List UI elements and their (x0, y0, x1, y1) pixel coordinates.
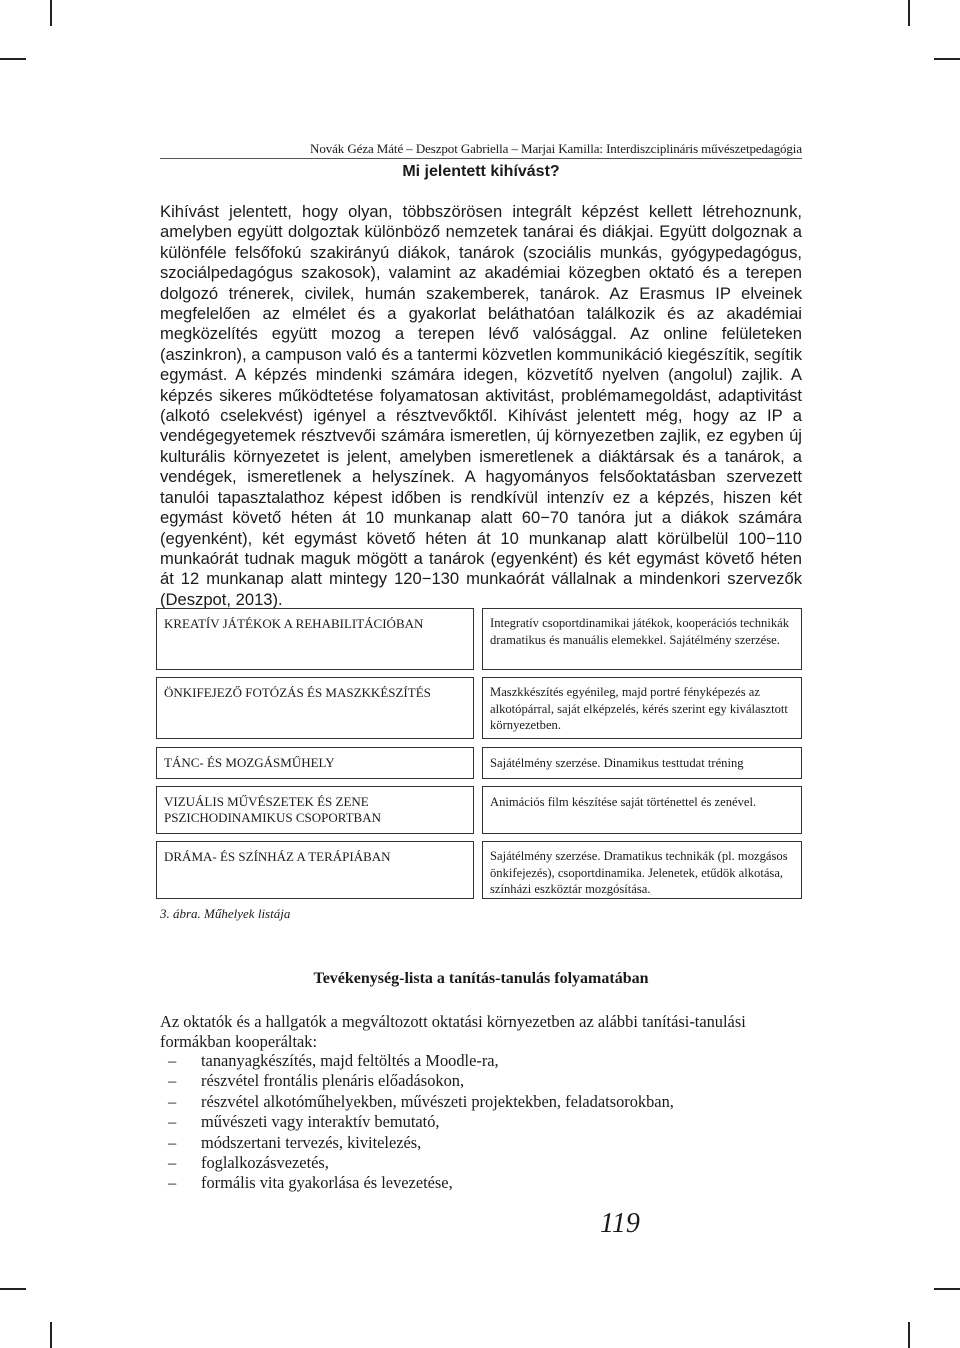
crop-mark (50, 0, 52, 26)
workshop-desc-box (482, 747, 802, 779)
list-item-text: módszertani tervezés, kivitelezés, (201, 1132, 422, 1152)
figure-caption: 3. ábra. Műhelyek listája (160, 906, 291, 921)
workshop-label-box (156, 786, 474, 834)
activities-list (160, 1051, 674, 1194)
header-rule (160, 158, 802, 159)
page-number: 119 (600, 1208, 640, 1239)
crop-mark (908, 1322, 910, 1348)
list-item (160, 1092, 674, 1112)
list-item (160, 1051, 674, 1071)
dash-marker: – (168, 1091, 177, 1111)
dash-marker: – (168, 1051, 177, 1070)
workshop-label-box (156, 841, 474, 899)
crop-mark (50, 1322, 52, 1348)
crop-mark (934, 1288, 960, 1290)
workshop-label: DRÁMA- ÉS SZÍNHÁZ A TERÁPIÁBAN (164, 849, 391, 864)
list-item (160, 1071, 674, 1091)
workshop-label-box (156, 608, 474, 670)
workshop-description: Sajátélmény szerzése. Dramatikus technikák (pl. mozgásos önkifejezés), csoportdinamika. Jelenetek, etűdök alkotása, színházi eszköztár mozgósítása. (490, 849, 788, 896)
activities-title: Tevékenység-lista a tanítás-tanulás folyamatában (313, 970, 649, 987)
workshop-description: Integratív csoportdinamikai játékok, kooperációs technikák dramatikus és manuális elemekkel. Sajátélmény szerzése. (490, 616, 790, 647)
list-item-text: részvétel frontális plenáris előadásokon, (201, 1071, 465, 1091)
workshop-label: ÖNKIFEJEZŐ FOTÓZÁS ÉS MASZKKÉSZÍTÉS (164, 685, 431, 700)
workshop-description: Sajátélmény szerzése. Dinamikus testtudat tréning (490, 756, 744, 770)
list-item-text: művészeti vagy interaktív bemutató, (201, 1112, 440, 1132)
dash-marker: – (168, 1132, 177, 1152)
running-head: Novák Géza Máté – Deszpot Gabriella – Marjai Kamilla: Interdiszciplináris művészetpedagógia (310, 141, 802, 156)
workshop-label-box (156, 747, 474, 779)
workshop-desc-box (482, 677, 802, 739)
dash-marker: – (168, 1173, 177, 1193)
workshop-desc-box (482, 786, 802, 834)
list-item-text: tananyagkészítés, majd feltöltés a Moodle-ra, (201, 1051, 499, 1070)
activities-intro: Az oktatók és a hallgatók a megváltozott oktatási környezetben az alábbi tanítási-tanulási formákban kooperáltak: (160, 1012, 746, 1052)
list-item-text: részvétel alkotóműhelyekben, művészeti projektekben, feladatsorokban, (201, 1091, 674, 1111)
list-item (160, 1173, 674, 1193)
section-title: Mi jelentett kihívást? (402, 163, 560, 180)
crop-mark (0, 1288, 26, 1290)
crop-mark (934, 58, 960, 60)
list-item-text: foglalkozásvezetés, (201, 1153, 329, 1173)
list-item (160, 1153, 674, 1173)
workshop-label: VIZUÁLIS MŰVÉSZETEK ÉS ZENE PSZICHODINAMIKUS CSOPORTBAN (164, 794, 382, 825)
workshop-label-box (156, 677, 474, 739)
body-paragraph: Kihívást jelentett, hogy olyan, többszörösen integrált képzést kellett létrehoznunk, amelyben együtt dolgoztak különböző nemzetek tanárai és diákjai. Együtt dolgoznak a különféle felsőfokú szakirányú diákok, tanárok (szociális munkás, gyógypedagógus, szociálpedagógus szakosok), valamint az akadémiai közegben oktató és a terepen dolgozó trénerek, civilek, humán szakemberek, tanárok. Az Erasmus IP elveinek megfelelően az elmélet és a gyakorlat beláthatóan találkozik és az akadémiai megközelítés együtt mozog a terepen lévő valósággal. Az online felületeken (aszinkron), a campuson való és a tantermi közvetlen kommunikáció kiegészítik, segítik egymást. A képzés mindenki számára idegen, közvetítő nyelven (angolul) zajlik. A képzés sikeres működtetése folyamatosan aktivitást, problémamegoldást, adaptivitást (alkotó cselekvést) igényel a résztvevőktől. Kihívást jelentett még, hogy az IP a vendégegyetemek résztvevői számára ismeretlen, új környezetben zajlik, ez egyben új kulturális környezetet is jelent, amelyben ismeretlenek a diáktársak és a tanárok, a vendégek, ismeretlenek a helyszínek. A hagyományos felsőoktatásban szervezett tanulói tapasztalathoz képest időben is rendkívül intenzív ez a képzés, hiszen két egymást követő héten át 10 munkanap alatt 60−70 tanóra jut a diákok számára (egyenként), két egymást követő héten át 10 munkanap alatt körülbelül 100−110 munkaórát tudnak maguk mögött a tanárok (egyenként) és két egymást követő héten át 12 munkanap alatt mintegy 120−130 munkaórát vállalnak a mindenkori szervezők (Deszpot, 2013). (160, 202, 802, 609)
list-item (160, 1112, 674, 1132)
workshop-desc-box (482, 608, 802, 670)
workshop-description: Animációs film készítése saját történettel és zenével. (490, 795, 757, 809)
dash-marker: – (168, 1153, 177, 1173)
dash-marker: – (168, 1112, 177, 1132)
workshop-label: TÁNC- ÉS MOZGÁSMŰHELY (164, 755, 335, 770)
crop-mark (908, 0, 910, 26)
workshop-label: KREATÍV JÁTÉKOK A REHABILITÁCIÓBAN (164, 616, 424, 631)
dash-marker: – (168, 1071, 177, 1091)
list-item-text: formális vita gyakorlása és levezetése, (201, 1173, 453, 1193)
crop-mark (0, 58, 26, 60)
list-item (160, 1133, 674, 1153)
workshop-desc-box (482, 841, 802, 899)
workshop-description: Maszkkészítés egyénileg, majd portré fényképezés az alkotópárral, saját elképzelés, kérés szerint egy kiválasztott környezetben. (490, 685, 788, 732)
